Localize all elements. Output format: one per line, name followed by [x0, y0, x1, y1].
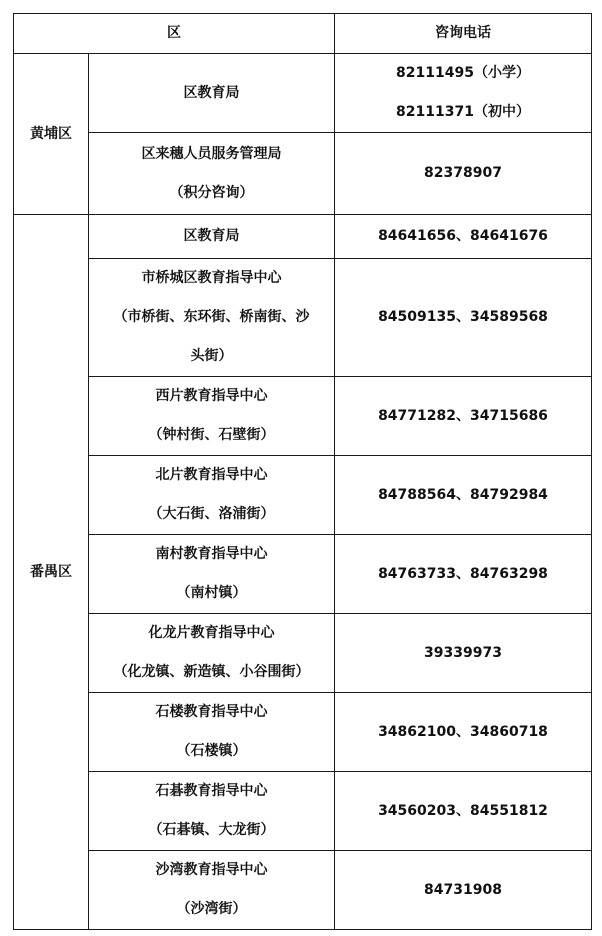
office-phone	[335, 693, 592, 772]
office-name-line: 西片教育指导中心	[155, 388, 268, 404]
office-phone	[335, 456, 592, 535]
district-header: 区	[14, 14, 335, 54]
phone-header: 咨询电话	[335, 14, 592, 54]
office-name-line: （积分咨询）	[169, 184, 254, 201]
office-name-line: （大石街、洛浦街）	[148, 506, 275, 522]
phone-number: 84641656、84641676	[378, 228, 548, 244]
office-name	[89, 377, 335, 456]
office-name-line: （石楼镇）	[176, 743, 247, 759]
district-name: 黄埔区	[14, 54, 89, 215]
office-phone	[335, 54, 592, 133]
office-name-line: （化龙镇、新造镇、小谷围街）	[113, 664, 310, 680]
office-name-line: （沙湾街）	[176, 901, 247, 917]
office-name	[89, 772, 335, 851]
table-row	[14, 259, 592, 377]
office-name	[89, 215, 335, 259]
table-row	[14, 693, 592, 772]
office-name-line: 区教育局	[183, 84, 240, 101]
contact-table	[13, 13, 592, 930]
office-phone	[335, 259, 592, 377]
office-name-line: （钟村街、石壁街）	[148, 427, 275, 443]
district-name: 番禺区	[14, 215, 89, 930]
office-name	[89, 54, 335, 133]
office-name-line: 化龙片教育指导中心	[148, 625, 275, 641]
office-phone	[335, 614, 592, 693]
office-name-line: 市桥城区教育指导中心	[141, 270, 282, 286]
office-name-line: 北片教育指导中心	[155, 467, 268, 483]
table-row	[14, 456, 592, 535]
table-row	[14, 614, 592, 693]
office-phone	[335, 535, 592, 614]
table-row	[14, 535, 592, 614]
office-name	[89, 535, 335, 614]
office-phone	[335, 215, 592, 259]
office-name-line: （南村镇）	[176, 585, 247, 601]
table-row	[14, 215, 592, 259]
office-phone	[335, 133, 592, 215]
phone-number: 34862100、34860718	[378, 723, 548, 740]
office-name-line: 头街）	[190, 348, 233, 364]
phone-number: 82111371（初中）	[396, 104, 530, 120]
phone-number: 84509135、34589568	[378, 309, 548, 325]
table-row	[14, 851, 592, 930]
office-name-line: （市桥街、东环街、桥南街、沙	[113, 309, 310, 325]
phone-number: 84788564、84792984	[378, 486, 548, 503]
office-name-line: 区来穗人员服务管理局	[141, 145, 282, 162]
phone-number: 34560203、84551812	[378, 802, 548, 819]
phone-number: 82111495（小学）	[396, 65, 530, 81]
office-name	[89, 851, 335, 930]
phone-number: 84771282、34715686	[378, 407, 548, 424]
office-name	[89, 259, 335, 377]
office-name	[89, 693, 335, 772]
phone-number: 84731908	[424, 881, 502, 898]
office-name	[89, 456, 335, 535]
office-name-line: 区教育局	[183, 228, 240, 244]
office-phone	[335, 851, 592, 930]
phone-number: 82378907	[424, 165, 502, 181]
table-row	[14, 772, 592, 851]
phone-number: 39339973	[424, 644, 502, 661]
office-name-line: 南村教育指导中心	[155, 546, 268, 562]
office-name-line: （石碁镇、大龙街）	[148, 822, 275, 838]
office-name	[89, 133, 335, 215]
office-name-line: 沙湾教育指导中心	[155, 862, 268, 878]
table-header-row	[14, 14, 592, 54]
table-row	[14, 54, 592, 133]
phone-number: 84763733、84763298	[378, 565, 548, 582]
table-row	[14, 133, 592, 215]
office-name-line: 石楼教育指导中心	[155, 704, 268, 720]
office-phone	[335, 772, 592, 851]
table-row	[14, 377, 592, 456]
office-phone	[335, 377, 592, 456]
office-name-line: 石碁教育指导中心	[155, 783, 268, 799]
office-name	[89, 614, 335, 693]
